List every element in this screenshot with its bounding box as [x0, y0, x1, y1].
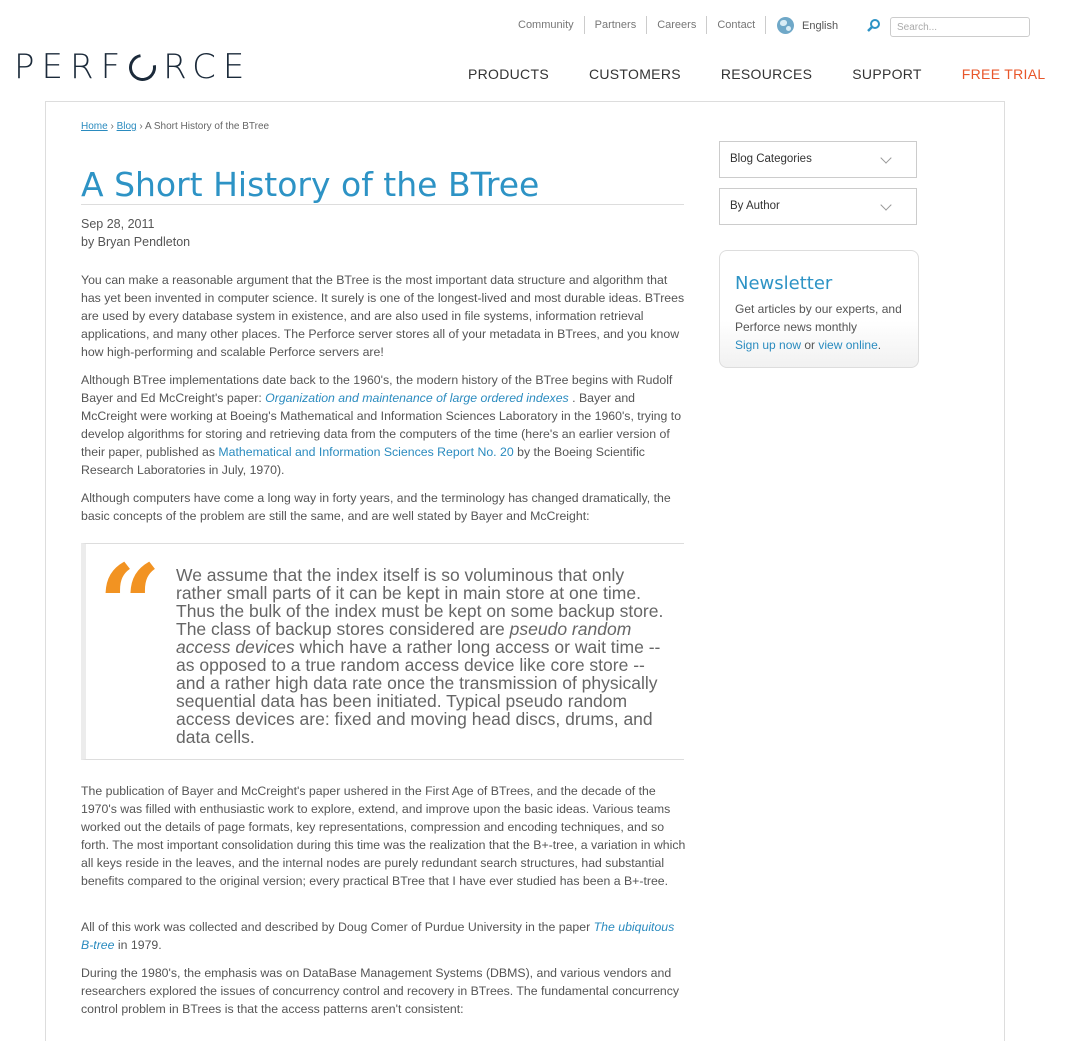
- search-input[interactable]: [890, 17, 1030, 37]
- quote-mark-icon: “: [98, 540, 162, 669]
- blockquote: [81, 540, 684, 760]
- text-run: in 1979.: [114, 938, 162, 952]
- breadcrumb: [81, 121, 269, 132]
- quote-emphasis: pseudo random access devices: [176, 619, 632, 657]
- text-run: All of this work was collected and described by Doug Comer of Purdue University in the paper: [81, 920, 594, 934]
- newsletter-title: Newsletter: [735, 273, 833, 294]
- paragraph-3: Although computers have come a long way in forty years, and the terminology has changed dramatically, the basic concepts of the problem are still the same, and are well stated by Bayer and McCreight:: [81, 491, 671, 523]
- page-title: A Short History of the BTree: [81, 166, 684, 205]
- post-date: Sep 28, 2011: [81, 217, 155, 231]
- text-run: Although BTree implementations date back to the 1960's, the modern history of the BTree begins with Rudolf Bayer and Ed McCreight's paper:: [81, 373, 673, 405]
- main-nav: [468, 66, 1085, 82]
- contact-link[interactable]: Contact: [707, 16, 766, 34]
- paper-link[interactable]: Organization and maintenance of large ordered indexes: [265, 391, 569, 405]
- perforce-logo[interactable]: [14, 47, 251, 87]
- by-author-dropdown[interactable]: [719, 188, 917, 225]
- chevron-down-icon: [880, 199, 891, 210]
- paragraph-5: [81, 918, 686, 954]
- nav-resources[interactable]: RESOURCES: [720, 66, 813, 82]
- careers-link[interactable]: Careers: [647, 16, 707, 34]
- blog-categories-dropdown[interactable]: [719, 141, 917, 178]
- nav-products[interactable]: PRODUCTS: [468, 66, 549, 82]
- report-link[interactable]: Mathematical and Information Sciences Report No. 20: [218, 445, 514, 459]
- nav-free-trial[interactable]: FREE TRIAL: [961, 66, 1046, 82]
- paragraph-2: [81, 371, 686, 479]
- logo-text-right: RCE: [163, 47, 252, 87]
- text-run: by the Boeing Scientific Research Laboratories in July, 1970).: [81, 445, 645, 477]
- chevron-down-icon: [880, 152, 891, 163]
- dropdown-label: Blog Categories: [730, 153, 812, 165]
- breadcrumb-blog[interactable]: Blog: [116, 121, 137, 132]
- text-run: We assume that the index itself is so voluminous that only rather small parts of it can be kept in main store at one time. Thus the bulk of the index must be kept on some backup store. The class of backup stores considered are: [176, 565, 664, 639]
- breadcrumb-home[interactable]: Home: [81, 121, 108, 132]
- utility-nav: [508, 16, 766, 34]
- community-link[interactable]: Community: [508, 16, 585, 34]
- logo-ring-icon: [124, 48, 162, 86]
- newsletter-box: [719, 250, 919, 368]
- paragraph-6: During the 1980's, the emphasis was on DataBase Management Systems (DBMS), and various vendors and researchers explored the issues of concurrency control and recovery in BTrees. The fundamental concurrency control problem in BTrees is that the access patterns aren't consistent:: [81, 966, 680, 1016]
- nav-support[interactable]: SUPPORT: [852, 66, 922, 82]
- breadcrumb-sep: ›: [139, 121, 143, 132]
- search-icon[interactable]: [866, 18, 881, 33]
- view-online-link[interactable]: view online: [818, 338, 878, 352]
- breadcrumb-sep: ›: [110, 121, 114, 132]
- paragraph-4: The publication of Bayer and McCreight's paper ushered in the First Age of BTrees, and the decade of the 1970's was filled with enthusiastic work to explore, extend, and improve upon the basic ideas. Various teams worked out the details of page formats, key representations, compression and encoding techniques, and so forth. The most important consolidation during this time was the realization that the B+-tree, a variation in which all keys reside in the leaves, and the internal nodes are purely redundant search structures, had substantial benefits compared to the original version; every practical BTree that I have ever studied has been a B+-tree.: [81, 784, 686, 888]
- partners-link[interactable]: Partners: [585, 16, 648, 34]
- text-run: Get articles by our experts, and Perforce news monthly: [735, 302, 902, 334]
- text-run: or: [801, 338, 819, 352]
- text-run: .: [877, 338, 882, 352]
- newsletter-text: [735, 300, 903, 354]
- dropdown-label: By Author: [730, 200, 780, 212]
- post-author: by Bryan Pendleton: [81, 235, 191, 249]
- text-run: . Bayer and McCreight were working at Boeing's Mathematical and Information Sciences Laboratory in the 1960's, trying to develop algorithms for storing and retrieving data from the computers of the time (here's an earlier version of their paper, published as: [81, 391, 682, 459]
- signup-link[interactable]: Sign up now: [735, 338, 802, 352]
- globe-icon: [777, 17, 794, 34]
- nav-customers[interactable]: CUSTOMERS: [588, 66, 681, 82]
- logo-text-left: PERF: [14, 47, 128, 87]
- quote-text: [176, 566, 671, 746]
- breadcrumb-current: A Short History of the BTree: [144, 121, 270, 132]
- language-selector[interactable]: [777, 17, 838, 34]
- language-label: English: [802, 19, 839, 32]
- text-run: which have a rather long access or wait time -- as opposed to a true random access device like core store -- and a rather high data rate once the transmission of physically sequential data has been initiated. Typical pseudo random access devices are: fixed and moving head discs, drums, and data cells.: [176, 637, 661, 747]
- ubiquitous-btree-link[interactable]: The ubiquitous B-tree: [81, 920, 675, 952]
- paragraph-1: You can make a reasonable argument that the BTree is the most important data structure and algorithm that has yet been invented in computer science. It surely is one of the longest-lived and most durable ideas. BTrees are used by every database system in existence, and are also used in file systems, information retrieval applications, and many other places. The Perforce server stores all of your metadata in BTrees, and you know how high-performing and scalable Perforce servers are!: [81, 273, 685, 359]
